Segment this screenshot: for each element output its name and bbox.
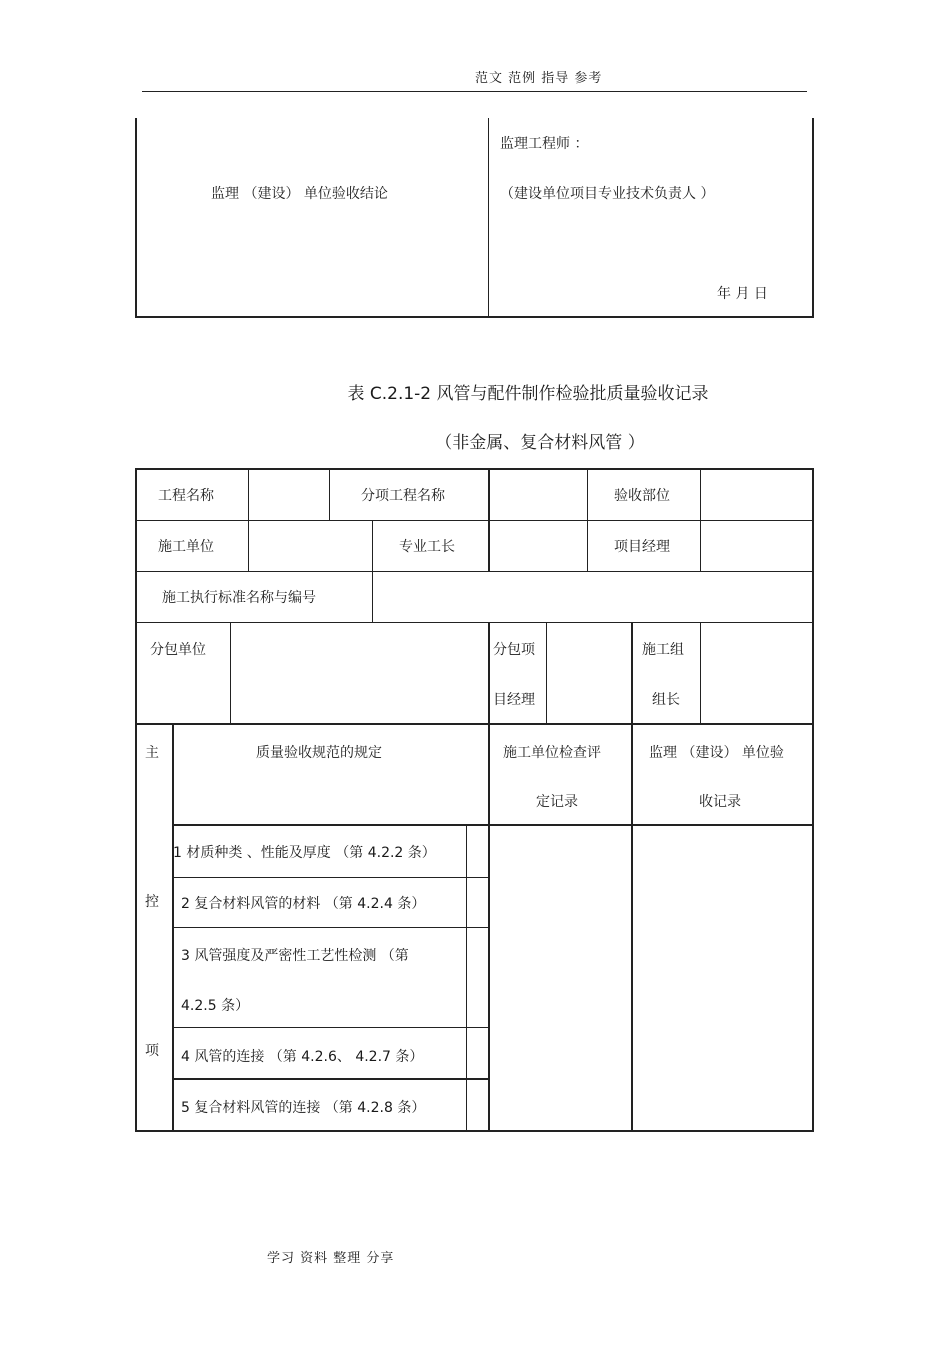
col-line [466, 824, 467, 1132]
project-name-label: 工程名称 [158, 488, 214, 504]
row-line [172, 824, 814, 826]
col-line [488, 468, 490, 572]
standard-name-label: 施工执行标准名称与编号 [162, 590, 316, 606]
table-border-left [135, 118, 137, 318]
project-manager-label: 项目经理 [614, 539, 670, 555]
col-line [546, 622, 547, 724]
table-border-bottom [135, 316, 814, 318]
form-border-bottom [135, 1130, 814, 1132]
main-control-char: 主 [145, 745, 159, 761]
inspection-part-label: 验收部位 [614, 488, 670, 504]
item-line [172, 927, 489, 928]
table-border-right [812, 118, 814, 318]
page-header: 范文 范例 指导 参考 [475, 71, 603, 86]
form-border-top [135, 468, 814, 470]
row-line [135, 622, 814, 623]
foreman-label: 专业工长 [399, 539, 455, 555]
construction-unit-label: 施工单位 [158, 539, 214, 555]
form-subtitle: （非金属、复合材料风管 ） [435, 433, 645, 453]
col-line [700, 468, 701, 572]
spec-item-4: 4 风管的连接 （第 4.2.6、 4.2.7 条） [181, 1049, 424, 1065]
spec-item-5: 5 复合材料风管的连接 （第 4.2.8 条） [181, 1100, 426, 1116]
row-line [135, 723, 814, 725]
contractor-check-header-line2: 定记录 [536, 794, 578, 810]
row-line [135, 520, 814, 521]
team-leader-label-line1: 施工组 [642, 642, 684, 658]
form-title: 表 C.2.1-2 风管与配件制作检验批质量验收记录 [347, 384, 709, 404]
col-line [329, 468, 330, 521]
supervisor-check-header-line2: 收记录 [699, 794, 741, 810]
team-leader-label-line2: 组长 [652, 692, 680, 708]
spec-item-3: 3 风管强度及严密性工艺性检测 （第 [181, 948, 409, 964]
row-line [135, 571, 814, 572]
col-line [488, 622, 490, 1132]
supervisor-check-header-line1: 监理 （建设） 单位验 [649, 745, 784, 761]
col-line [372, 520, 373, 623]
sub-project-name-label: 分项工程名称 [361, 488, 445, 504]
item-line [172, 877, 489, 878]
owner-signature-label: （建设单位项目专业技术负责人 ） [500, 186, 715, 202]
header-rule [142, 91, 807, 92]
engineer-signature-label: 监理工程师 ： [500, 136, 589, 152]
form-border-right [812, 468, 814, 1132]
spec-item-1: 1 材质种类 、性能及厚度 （第 4.2.2 条） [173, 845, 436, 861]
contractor-check-header-line1: 施工单位检查评 [503, 745, 601, 761]
spec-item-3-cont: 4.2.5 条） [181, 998, 250, 1014]
spec-item-2: 2 复合材料风管的材料 （第 4.2.4 条） [181, 896, 426, 912]
form-border-left [135, 468, 137, 1132]
col-line [248, 468, 249, 521]
col-line [230, 622, 231, 724]
subcontractor-label: 分包单位 [150, 642, 206, 658]
date-label: 年 月 日 [717, 286, 768, 302]
col-line [172, 723, 174, 1132]
col-line [700, 622, 701, 724]
main-control-char: 控 [145, 894, 159, 910]
main-control-char: 项 [145, 1043, 159, 1059]
col-line [248, 520, 249, 572]
conclusion-label: 监理 （建设） 单位验收结论 [211, 186, 388, 202]
table-divider [488, 118, 489, 318]
spec-header: 质量验收规范的规定 [256, 745, 382, 761]
item-line [172, 1027, 489, 1028]
sub-pm-label-line2: 目经理 [493, 692, 535, 708]
sub-pm-label-line1: 分包项 [493, 642, 535, 658]
col-line [631, 622, 633, 1132]
col-line [587, 468, 588, 572]
item-line [172, 1078, 489, 1080]
page-footer: 学习 资料 整理 分享 [267, 1251, 395, 1266]
